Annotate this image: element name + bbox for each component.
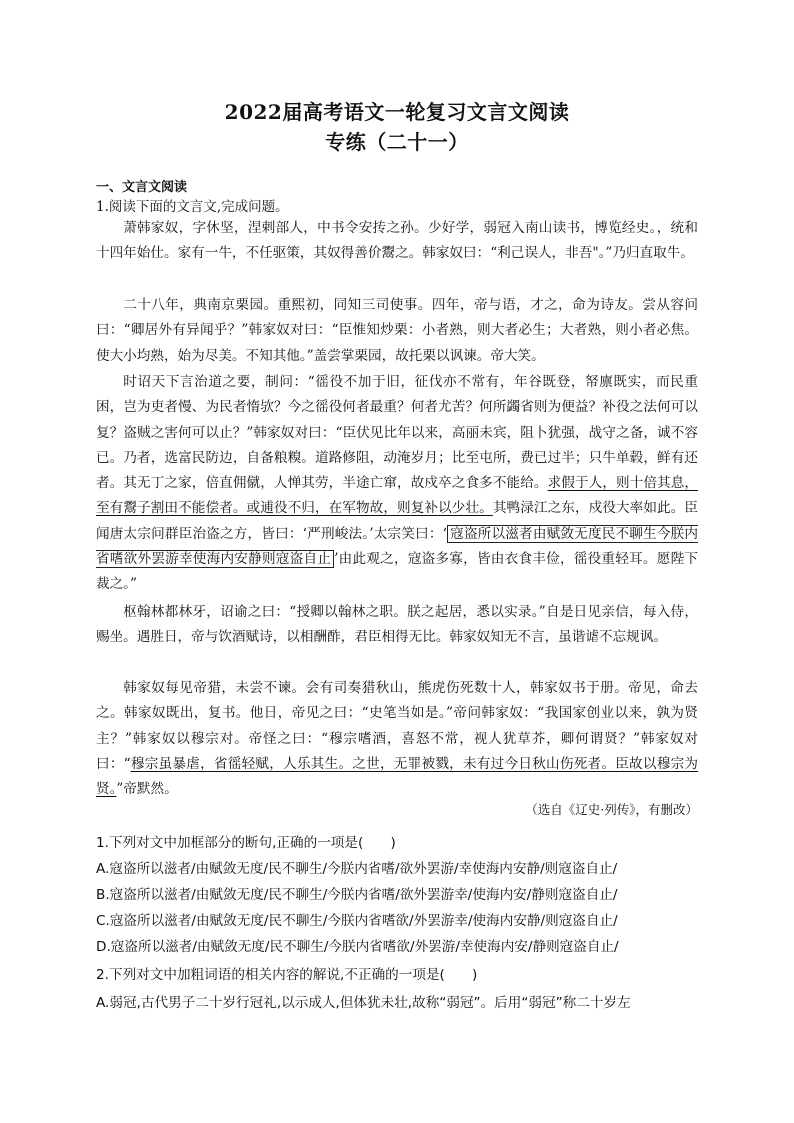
document-subtitle: 专练（二十一） (325, 130, 469, 154)
question-1-option-c: C.寇盗所以滋者/由赋敛无度/民不聊生/今朕内省嗜欲/外罢游幸/使海内安静/则寇盗自止/ (96, 913, 618, 929)
passage-paragraph-4: 枢翰林都林牙，诏谕之曰：“授卿以翰林之职。朕之起居，悉以实录。”自是日见亲信，每入侍，赐坐。遇胜日，帝与饮酒赋诗，以相酬酢，君臣相得无比。韩家奴知无不言，虽谐谑不忘规讽。 (96, 604, 698, 646)
question-1-stem: 1.下列对文中加框部分的断句,正确的一项是( ) (96, 835, 396, 851)
question-2-stem: 2.下列对文中加粗词语的相关内容的解说,不正确的一项是( ) (96, 967, 478, 983)
passage-paragraph-5: 韩家奴每见帝猎，未尝不谏。会有司奏猎秋山，熊虎伤死数十人，韩家奴书于册。帝见，命去之。韩家奴既出，复书。他日，帝见之曰：“史笔当如是。”帝问韩家奴：“我国家创业以来，孰为贤主？”韩家奴以穆宗对。帝怪之曰：“穆宗嗜酒，喜怒不常，视人犹草芥，卿何谓贤？”韩家奴对曰：“穆宗虽暴虐，省徭轻赋，人乐其生。之世，无罪被戮，未有过今日秋山伤死者。臣故以穆宗为贤。”帝默然。 (96, 680, 699, 798)
source-note: （选自《辽史·列传》，有删改） (525, 802, 698, 817)
question-1-option-b: B.寇盗所以滋者/由赋敛无度/民不聊生/今朕内省嗜/欲外罢游幸/使海内安/静则寇盗自止/ (96, 887, 618, 903)
passage-paragraph-2: 二十八年，典南京栗园。重熙初，同知三司使事。四年，帝与语，才之，命为诗友。尝从容问曰：“卿居外有异闻乎？”韩家奴对曰：“臣惟知炒栗：小者熟，则大者必生；大者熟，则小者必焦。使大小均熟，始为尽美。不知其他。”盖尝掌栗园，故托栗以讽谏。帝大笑。 (96, 297, 698, 364)
passage-paragraph-1: 萧韩家奴，字休坚，涅剌部人，中书令安抟之孙。少好学，弱冠入南山读书，博览经史。，统和十四年始仕。家有一牛，不任驱策，其奴得善价鬻之。韩家奴曰：“利己误人，非吾"。”乃归直取牛。 (96, 220, 698, 262)
question-1-option-d: D.寇盗所以滋者/由赋敛无度/民不聊生/今朕内省嗜欲/外罢游/幸使海内安/静则寇盗自止/ (96, 939, 619, 955)
passage-paragraph-3: 时诏天下言治道之要，制问：“徭役不加于旧，征伐亦不常有，年谷既登，帑廪既实，而民重困，岂为吏者慢、为民者惰欤？今之徭役何者最重？何者尤苦？何所蠲省则为便益？补役之法何可以复？盗贼之害何可以止？”韩家奴对曰：“臣伏见比年以来，高丽未宾，阻卜犹强，战守之备，诚不容已。乃者，选富民防边，自备粮糗。道路修阻，动淹岁月；比至屯所，费已过半；只牛单毂，鲜有还者。其无丁之家，倍直佣僦，人惮其劳，半途亡窜，故戍卒之食多不能给。求假于人，则十倍其息，至有鬻子割田不能偿者。或逋役不归，在军物故，则复补以少壮。其鸭渌江之东，戍役大率如此。臣闻唐太宗问群臣治盗之方，皆曰：‘严刑峻法。’太宗笑曰：‘ 寇盗所以滋者由赋敛无度民不聊生今朕内省嗜欲外罢游幸使海内安静则寇盗自止 ’由此观之，寇盗多寡，皆由衣食丰俭，徭役重轻耳。愿陛下裁之。” (96, 374, 699, 593)
boxed-sentence: 寇盗所以滋者由赋敛无度民不聊生今朕内省嗜欲外罢游幸使海内安静则寇盗自止 (96, 525, 698, 568)
underlined-sentence-2: 穆宗虽暴虐，省徭轻赋，人乐其生。之世，无罪被戮，未有过今日秋山伤死者。臣故以穆宗为贤。 (96, 755, 699, 798)
document-title: 2022届高考语文一轮复习文言文阅读 (224, 100, 570, 124)
section-heading: 一、文言文阅读 (96, 180, 188, 195)
question-intro: 1.阅读下面的文言文,完成问题。 (96, 199, 289, 215)
question-2-option-a: A.弱冠,古代男子二十岁行冠礼,以示成人,但体犹未壮,故称“弱冠”。后用“弱冠”称二十岁左 (96, 995, 631, 1011)
question-1-option-a: A.寇盗所以滋者/由赋敛无度/民不聊生/今朕内省嗜/欲外罢游/幸使海内安静/则寇盗自止/ (96, 861, 618, 877)
underlined-sentence-1: 求假于人，则十倍其息，至有鬻子割田不能偿者。或逋役不归，在军物故，则复补以少壮。 (96, 475, 699, 517)
